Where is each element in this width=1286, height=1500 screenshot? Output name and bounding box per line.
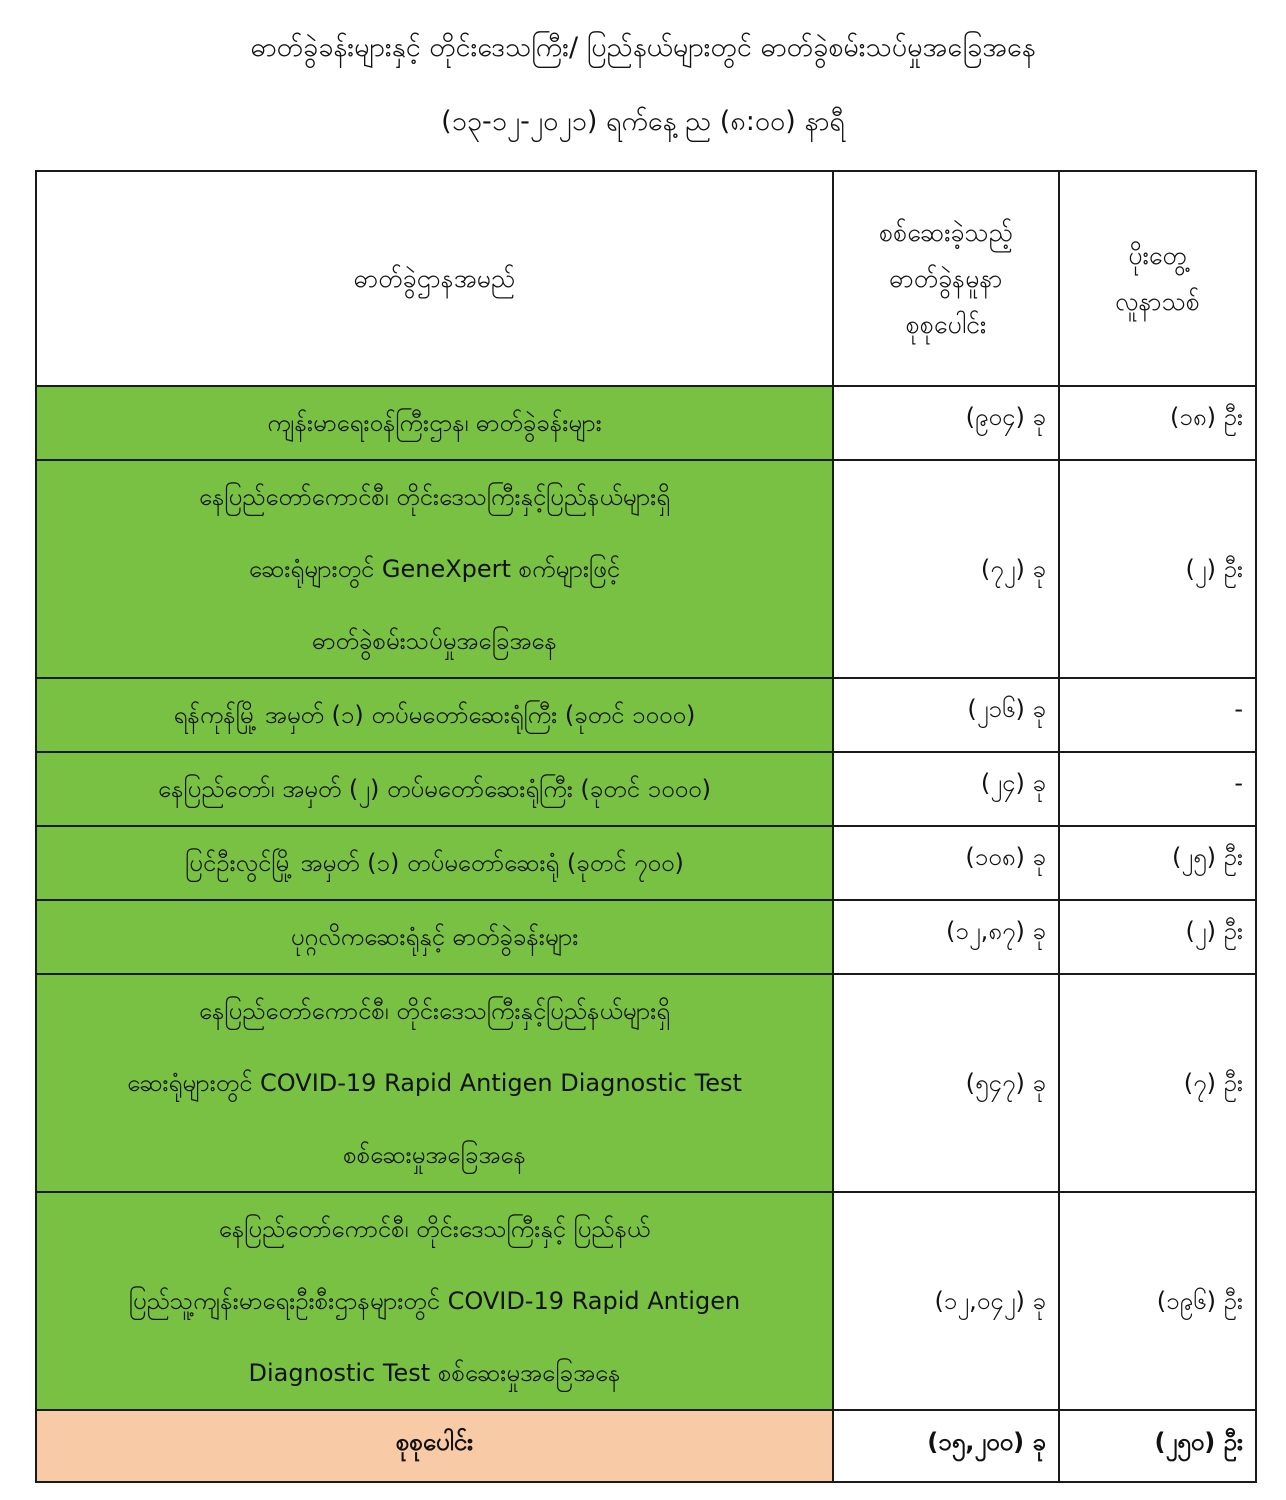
lab-name-line: ဆေးရုံများတွင် GeneXpert စက်များဖြင့်	[248, 555, 621, 583]
header-lab-name	[36, 171, 833, 386]
header-total-tests	[833, 171, 1059, 386]
lab-name-cell	[36, 752, 833, 826]
tests-cell: (၇၂) ခု	[833, 460, 1059, 678]
header-tests-line: စစ်ဆေးခဲ့သည့်	[879, 217, 1013, 247]
positive-cell: (၁၈) ဦး	[1059, 386, 1256, 460]
lab-name-cell	[36, 386, 833, 460]
header-new-positive	[1059, 171, 1256, 386]
lab-name-line: စစ်ဆေးမှုအခြေအနေ	[343, 1141, 526, 1169]
total-label: စုစုပေါင်း	[36, 1410, 833, 1482]
lab-name-line: ပုဂ္ဂလိကဆေးရုံနှင့် ဓာတ်ခွဲခန်းများ	[290, 923, 579, 951]
table-row	[36, 752, 1256, 826]
lab-name-line: နေပြည်တော်ကောင်စီ၊ တိုင်းဒေသကြီးနှင့်ပြည်နယ်များရှိ	[198, 483, 671, 511]
table-row	[36, 1192, 1256, 1410]
positive-cell: (၇) ဦး	[1059, 974, 1256, 1192]
positive-cell: (၁၉၆) ဦး	[1059, 1192, 1256, 1410]
report-title: ဓာတ်ခွဲခန်းများနှင့် တိုင်းဒေသကြီး/ ပြည်နယ်များတွင် ဓာတ်ခွဲစမ်းသပ်မှုအခြေအနေ	[250, 32, 1036, 63]
lab-name-line: နေပြည်တော်၊ အမှတ် (၂) တပ်မတော်ဆေးရုံကြီး (ခုတင် ၁၀၀၀)	[158, 775, 711, 803]
positive-cell: (၂) ဦး	[1059, 900, 1256, 974]
total-positive: (၂၅၀) ဦး	[1059, 1410, 1256, 1482]
table-row	[36, 974, 1256, 1192]
tests-cell: (၉၀၄) ခု	[833, 386, 1059, 460]
header-positive-line: လူနာသစ်	[1115, 286, 1200, 316]
header-tests-line: ဓာတ်ခွဲနမူနာ	[889, 263, 1003, 293]
tests-cell: (၅၄၇) ခု	[833, 974, 1059, 1192]
tests-cell: (၁၂,၀၄၂) ခု	[833, 1192, 1059, 1410]
lab-name-line: ပြည်သူ့ကျန်းမာရေးဦးစီးဌာနများတွင် COVID-19 Rapid Antigen	[128, 1287, 741, 1315]
header-positive-line: ပိုးတွေ့	[1128, 240, 1187, 270]
report-date: (၁၃-၁၂-၂၀၂၁) ရက်နေ့ ည (၈:၀၀) နာရီ	[441, 106, 845, 137]
lab-name-cell	[36, 900, 833, 974]
lab-name-cell	[36, 678, 833, 752]
positive-cell: (၂၅) ဦး	[1059, 826, 1256, 900]
positive-cell: -	[1059, 752, 1256, 826]
table-row	[36, 900, 1256, 974]
header-lab-name-text: ဓာတ်ခွဲဌာနအမည်	[353, 263, 516, 293]
lab-name-line: Diagnostic Test စစ်ဆေးမှုအခြေအနေ	[248, 1359, 621, 1387]
table-row	[36, 386, 1256, 460]
table-row	[36, 460, 1256, 678]
lab-name-cell	[36, 1192, 833, 1410]
lab-name-line: ဆေးရုံများတွင် COVID-19 Rapid Antigen Diagnostic Test	[127, 1069, 742, 1097]
header-tests-line: စုစုပေါင်း	[905, 309, 987, 339]
lab-name-line: ဓာတ်ခွဲစမ်းသပ်မှုအခြေအနေ	[312, 627, 557, 655]
lab-name-cell	[36, 826, 833, 900]
tests-cell: (၂၁၆) ခု	[833, 678, 1059, 752]
tests-cell: (၁၂,၈၇) ခု	[833, 900, 1059, 974]
positive-cell: (၂) ဦး	[1059, 460, 1256, 678]
tests-cell: (၁၀၈) ခု	[833, 826, 1059, 900]
lab-name-cell	[36, 974, 833, 1192]
positive-cell: -	[1059, 678, 1256, 752]
total-tests: (၁၅,၂၀၀) ခု	[833, 1410, 1059, 1482]
tests-cell: (၂၄) ခု	[833, 752, 1059, 826]
lab-name-line: ပြင်ဦးလွင်မြို့ အမှတ် (၁) တပ်မတော်ဆေးရုံ (ခုတင် ၇၀၀)	[185, 849, 684, 877]
lab-name-line: ကျန်းမာရေးဝန်ကြီးဌာန၊ ဓာတ်ခွဲခန်းများ	[267, 409, 602, 437]
table-row	[36, 826, 1256, 900]
lab-name-line: နေပြည်တော်ကောင်စီ၊ တိုင်းဒေသကြီးနှင့်ပြည်နယ်များရှိ	[198, 997, 671, 1025]
total-row	[36, 1410, 1256, 1482]
table-row	[36, 678, 1256, 752]
lab-name-line: နေပြည်တော်ကောင်စီ၊ တိုင်းဒေသကြီးနှင့် ပြည်နယ်	[218, 1215, 651, 1243]
lab-testing-table	[35, 170, 1257, 1483]
lab-name-cell	[36, 460, 833, 678]
lab-name-line: ရန်ကုန်မြို့ အမှတ် (၁) တပ်မတော်ဆေးရုံကြီး (ခုတင် ၁၀၀၀)	[173, 701, 696, 729]
